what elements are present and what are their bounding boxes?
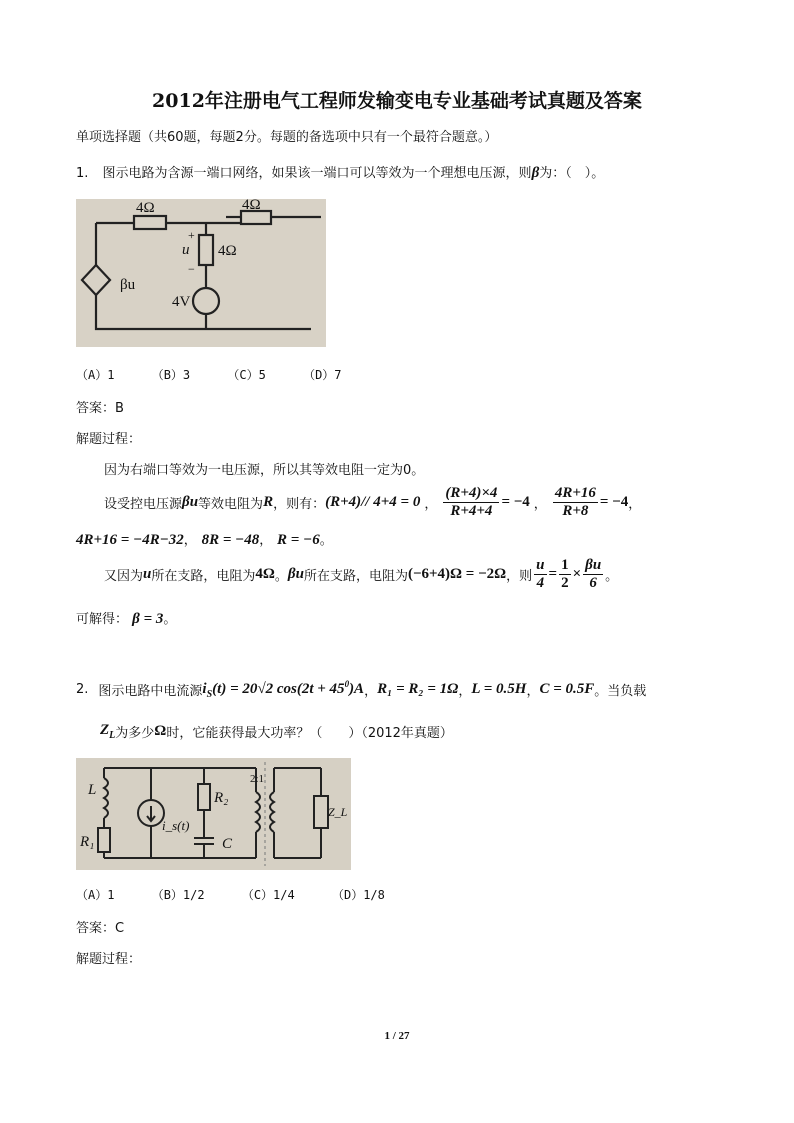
q1-fig-label-4v: 4V: [172, 294, 191, 310]
q2-fig-label-is: i_s(t): [162, 818, 190, 833]
q2-options: [76, 886, 415, 903]
q2-l-expr: L = 0.5H: [471, 680, 527, 697]
q1-eq4-mid-num: 1: [561, 556, 569, 573]
q1-step3b-eq: 8R = −48: [201, 532, 260, 548]
q1-step2-betau: βu: [182, 493, 199, 510]
q1-step4-text2: 所在支路，电阻为: [151, 568, 256, 584]
q1-eq3-num: 4R+16: [554, 484, 596, 501]
q2-is-expr: [202, 679, 364, 700]
q2-text-a: 图示电路中电流源: [98, 683, 203, 699]
page-number: 1 / 27: [384, 1030, 410, 1042]
q1-option-d: （D）7: [303, 368, 342, 382]
q1-step4-val2: (−6+4)Ω = −2Ω: [407, 565, 507, 582]
q1-step4: 又因为 u 所在支路，电阻为 4Ω 。 βu 所在支路，电阻为 (−6+4)Ω = −2Ω ，则 $\frac{u}{4}$ = $\frac{1}{2}$ × $\frac{\beta u}{6}$ 。: [104, 556, 619, 591]
q2-fig-label-ZL: Z_L: [328, 805, 348, 819]
q2-option-c: （C）1/4: [241, 888, 295, 902]
q1-eq1: (R+4)// 4+4 = 0: [325, 493, 421, 510]
q1-fig-label-4ohm-right: 4Ω: [242, 199, 261, 213]
q2-process-label: 解题过程：: [76, 952, 142, 967]
q2-number: 2.: [76, 681, 89, 697]
q1-option-c: （C）5: [227, 368, 266, 382]
q1-stem: [76, 162, 604, 182]
q1-beta: β: [531, 165, 540, 181]
q1-step4-u: u: [143, 565, 152, 582]
q1-step3: 4R+16 = −4R−32， 8R = −48， R = −6。: [76, 532, 333, 548]
q1-eq4-left-den: 4: [536, 574, 545, 591]
q1-eq2-den: R+4+4: [450, 502, 493, 519]
q1-result: 可解得： β = 3。: [76, 611, 177, 627]
q1-eq3-frac: [553, 485, 598, 520]
q1-result-eq: β = 3: [132, 611, 164, 627]
q1-fig-label-plus: +: [188, 228, 195, 242]
q1-process-label: 解题过程：: [76, 432, 142, 447]
q1-step4-text3: 所在支路，电阻为: [303, 568, 408, 584]
q1-step4-val: 4Ω: [255, 565, 275, 582]
q2-is-sub: S: [206, 688, 213, 700]
q1-step4-text: 又因为: [104, 568, 144, 584]
q2-is-deg: 0: [344, 678, 350, 689]
q1-fig-label-u: u: [182, 242, 190, 258]
q1-text-b: 为：（ ）。: [539, 166, 605, 181]
q1-fig-label-minus: −: [188, 262, 195, 276]
document-title: 2012年注册电气工程师发输变电专业基础考试真题及答案: [152, 90, 642, 112]
q2-stem-line2: [100, 718, 453, 744]
q1-eq4-left-num: u: [536, 556, 545, 573]
q1-eq2-num: (R+4)×4: [445, 484, 498, 501]
q2-text-b: 。当负载: [594, 683, 647, 699]
q2-line2-text2: 时，它能获得最大功率？（ ）（2012年真题）: [166, 725, 453, 741]
q1-step4-betau: βu: [287, 565, 304, 582]
section-intro: 单项选择题（共60题，每题2分。每题的备选项中只有一个最符合题意。）: [76, 130, 498, 145]
q2-option-b: （B）1/2: [151, 888, 205, 902]
q2-omega: Ω: [154, 722, 167, 739]
q1-step4-text4: ，则: [506, 568, 533, 584]
q1-step3-eq: 4R+16 = −4R−32: [76, 532, 184, 548]
q1-fig-label-betau: βu: [120, 277, 136, 293]
q1-answer: 答案：B: [76, 401, 124, 416]
q2-r-expr: R₁ = R₂ = 1Ω: [377, 680, 459, 697]
q1-eq4-right: [583, 557, 603, 592]
q1-result-label: 可解得：: [76, 612, 129, 627]
q1-step2-text: 设受控电压源: [104, 496, 183, 512]
q1-option-a: （A）1: [76, 368, 115, 382]
q1-step1: 因为右端口等效为一电压源，所以其等效电阻一定为0。: [104, 463, 425, 478]
q2-line2-text: 为多少: [115, 725, 155, 741]
q1-number: 1.: [76, 166, 89, 181]
q2-fig-label-R1: R₁: [80, 834, 95, 850]
q1-option-b: （B）3: [151, 368, 191, 382]
q1-step2-text2: 等效电阻为: [198, 496, 264, 512]
q1-fig-label-4ohm-branch: 4Ω: [218, 243, 237, 259]
q1-eq4-mid-den: 2: [561, 574, 569, 591]
q1-eq3-rhs: = −4: [599, 493, 629, 510]
q2-fig-label-C: C: [222, 836, 233, 852]
q1-options: [76, 366, 372, 383]
q1-circuit-figure: [76, 199, 326, 347]
q2-option-a: （A）1: [76, 888, 115, 902]
q2-z-sub: L: [109, 729, 116, 741]
q1-step3c-eq: R = −6: [277, 532, 320, 548]
q2-is-i: i: [202, 680, 207, 697]
q2-z: Z: [100, 721, 110, 738]
q1-eq4-right-num: βu: [585, 556, 602, 573]
q1-step2: 设受控电压源 βu 等效电阻为 R ，则有： (R+4)// 4+4 = 0 ， $\frac{(R+4)\times 4}{R+4+4}$ = −4 ， $\frac{4R+16}{R+8}$ = −4 ，: [104, 484, 642, 519]
q1-fig-label-4ohm-left: 4Ω: [136, 200, 155, 216]
q1-step2-text3: ，则有：: [273, 496, 326, 512]
q2-option-d: （D）1/8: [331, 888, 385, 902]
q2-stem: 2. 图示电路中电流源 $i_S(t) = 20√2$ $\cos(2t + 45^0)A$ ， R₁ = R₂ = 1Ω ， L = 0.5H ， C = 0.5F 。当负载: [76, 678, 647, 700]
q1-eq2-rhs: = −4: [501, 493, 530, 510]
q1-eq4-mid: [559, 557, 571, 592]
q1-eq2-frac: [443, 485, 499, 520]
q2-is-end: )A: [349, 680, 365, 697]
q1-text-a: 图示电路为含源一端口网络，如果该一端口可以等效为一个理想电压源，则: [102, 166, 532, 181]
q1-eq4-left: [534, 557, 546, 592]
q2-is-rest: (t) = 20√2 cos(2t + 45: [212, 680, 345, 697]
q2-circuit-figure: [76, 758, 351, 870]
q2-c-expr: C = 0.5F: [539, 680, 595, 697]
q1-eq4-right-den: 6: [589, 574, 597, 591]
q1-step2-R: R: [263, 493, 274, 510]
q2-fig-label-L: L: [88, 782, 97, 798]
q1-eq3-den: R+8: [562, 502, 589, 519]
q2-answer: 答案：C: [76, 921, 125, 936]
q2-fig-label-ratio: 2:1: [250, 773, 265, 785]
q2-fig-label-R2: R₂: [214, 790, 229, 806]
